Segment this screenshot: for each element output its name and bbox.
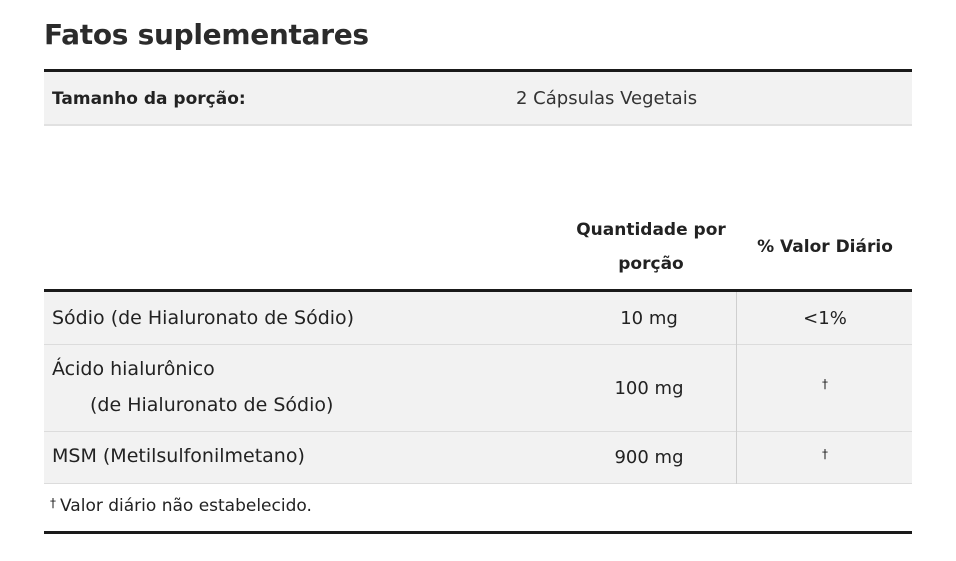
nutrient-amount: 100 mg xyxy=(614,378,684,399)
table-row xyxy=(44,345,912,432)
bottom-rule xyxy=(44,531,912,534)
nutrient-name-detail: (de Hialuronato de Sódio) xyxy=(90,394,334,416)
dagger-symbol: † xyxy=(50,496,56,510)
serving-size-value: 2 Cápsulas Vegetais xyxy=(516,88,698,109)
serving-size-label: Tamanho da porção: xyxy=(52,89,246,109)
nutrient-name: MSM (Metilsulfonilmetano) xyxy=(52,445,305,467)
table-row xyxy=(44,292,912,345)
amount-header-line1: Quantidade por xyxy=(576,220,726,240)
nutrient-name: Ácido hialurônico xyxy=(52,358,215,380)
nutrient-daily-value: <1% xyxy=(803,308,847,329)
amount-header-line2: porção xyxy=(618,254,684,274)
footnote xyxy=(50,496,312,516)
daily-value-column-header: % Valor Diário xyxy=(757,237,893,257)
nutrient-daily-value: † xyxy=(822,377,828,391)
nutrient-daily-value: † xyxy=(822,447,828,461)
nutrient-amount: 10 mg xyxy=(620,308,678,329)
table-row xyxy=(44,432,912,484)
footnote-text: Valor diário não estabelecido. xyxy=(60,496,312,516)
column-divider xyxy=(736,292,737,484)
nutrient-amount: 900 mg xyxy=(614,447,684,468)
page-title: Fatos suplementares xyxy=(44,18,369,51)
nutrient-name: Sódio (de Hialuronato de Sódio) xyxy=(52,307,355,329)
serving-size-row xyxy=(44,72,912,126)
amount-column-header xyxy=(566,213,736,281)
